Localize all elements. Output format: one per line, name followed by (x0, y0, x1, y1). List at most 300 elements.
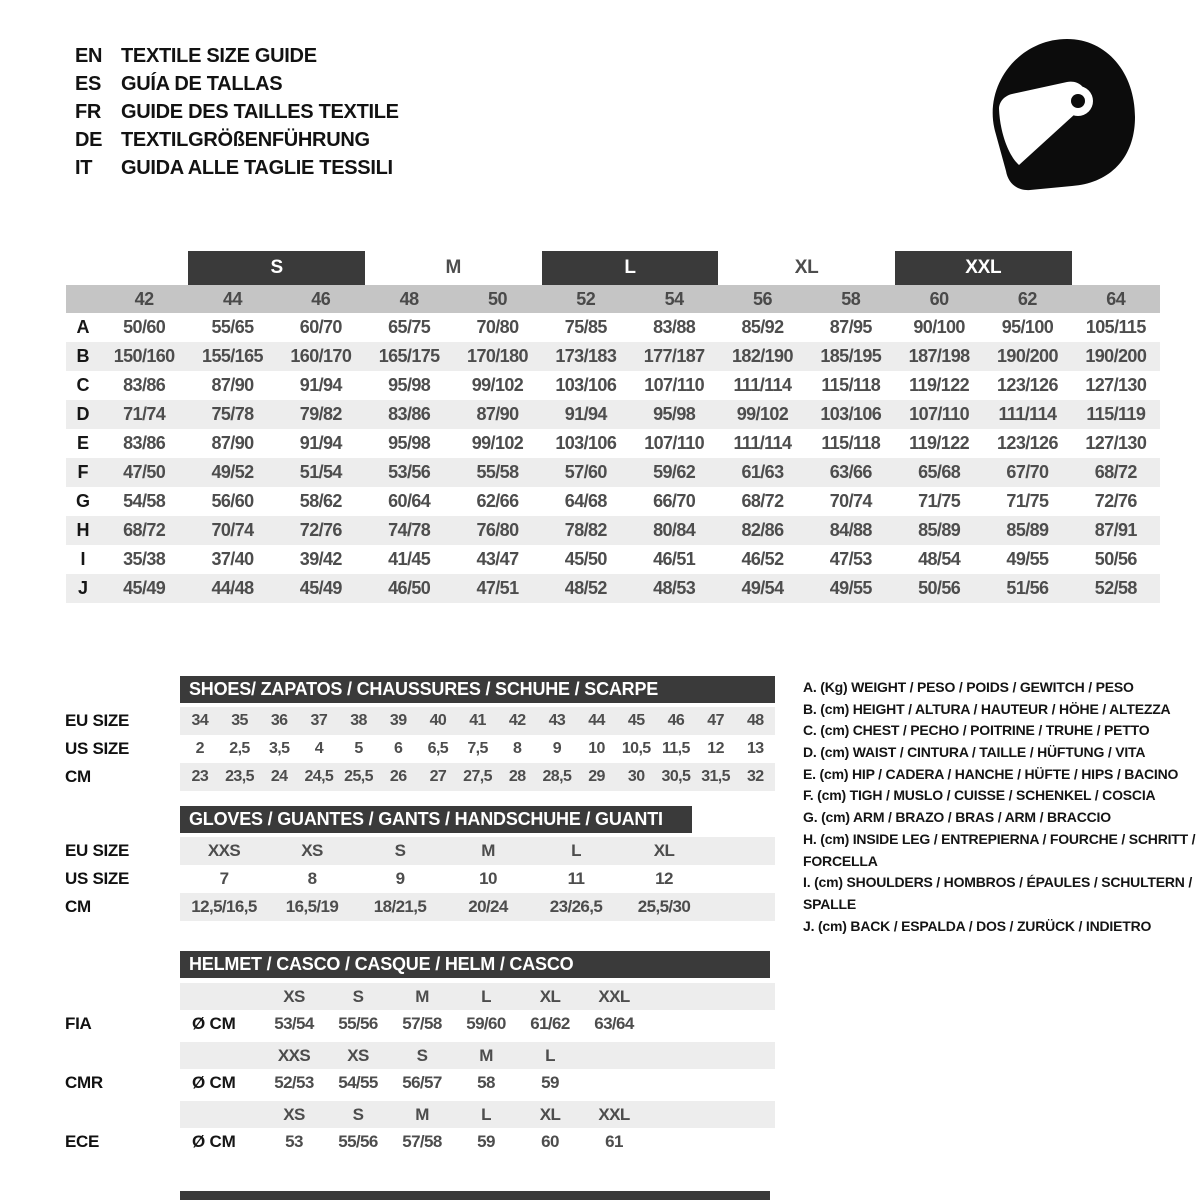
shoes-row (65, 707, 775, 735)
row-label: US SIZE (65, 869, 130, 888)
measurement-legend (803, 677, 1199, 937)
helmet-rows (65, 983, 775, 1155)
size-value: 119/122 (909, 433, 970, 453)
language-title: GUIDE DES TAILLES TEXTILE (121, 100, 399, 123)
helmet-value-row (65, 1010, 775, 1037)
row-label: EU SIZE (65, 711, 130, 730)
size-value: 99/102 (471, 433, 524, 453)
value-cell: 2 (195, 740, 204, 757)
helmet-size-label: L (481, 1104, 491, 1124)
size-value: 79/82 (277, 400, 365, 429)
value-cell: 11,5 (661, 740, 690, 757)
value-cell: 43 (548, 712, 566, 729)
value-cell: 23,5 (225, 768, 254, 785)
size-value: 45/49 (277, 574, 365, 603)
numeric-size: 48 (365, 285, 453, 313)
textile-row-b (66, 342, 1160, 371)
value-cell: XS (301, 841, 323, 860)
numeric-size-row (66, 285, 1160, 313)
size-value: 70/74 (829, 491, 872, 511)
helmet-size-row (65, 1042, 775, 1069)
size-value: 103/106 (555, 375, 617, 395)
row-cells (180, 893, 775, 921)
standard-label: ECE (65, 1131, 100, 1151)
value-cell: 4 (314, 740, 323, 757)
row-letter: I (80, 549, 86, 569)
size-value: 72/76 (277, 516, 365, 545)
size-value: 127/130 (1085, 433, 1147, 453)
value-cell: 48 (746, 712, 764, 729)
helmet-value-row (65, 1128, 775, 1155)
helmet-size-label: L (481, 986, 491, 1006)
size-value: 63/66 (807, 458, 895, 487)
textile-row-a (66, 313, 1160, 342)
size-value: 95/98 (388, 375, 431, 395)
value-cell: 10 (479, 869, 497, 888)
size-value: 70/80 (476, 317, 519, 337)
size-value: 103/106 (807, 400, 895, 429)
size-group-l: L (542, 251, 719, 285)
size-value: 70/74 (188, 516, 276, 545)
value-cell: 30,5 (661, 768, 691, 785)
size-value: 37/40 (211, 549, 254, 569)
size-group-m: M (445, 257, 462, 278)
value-cell: 42 (508, 712, 526, 729)
textile-row-j (66, 574, 1160, 603)
helmet-standard-cmr (65, 1042, 775, 1096)
size-value: 107/110 (644, 375, 705, 395)
size-value: 177/187 (630, 342, 718, 371)
size-value: 160/170 (277, 342, 365, 371)
size-value: 90/100 (913, 317, 965, 337)
row-letter: F (66, 458, 100, 487)
helmet-value: 57/58 (402, 1131, 442, 1151)
size-value: 80/84 (630, 516, 718, 545)
size-value: 91/94 (299, 433, 342, 453)
value-cell: 12,5/16,5 (191, 897, 257, 916)
numeric-size: 58 (807, 285, 895, 313)
size-value: 187/198 (895, 342, 983, 371)
row-cells (180, 983, 775, 1010)
value-cell: 36 (270, 712, 288, 729)
language-code: EN (75, 44, 103, 67)
language-row (75, 70, 399, 98)
helmet-value: 61/62 (530, 1013, 570, 1033)
size-value: 51/54 (277, 458, 365, 487)
size-value: 45/50 (564, 549, 607, 569)
size-value: 55/65 (211, 317, 254, 337)
size-value: 52/58 (1072, 574, 1160, 603)
row-label: EU SIZE (65, 841, 130, 860)
size-value: 111/114 (733, 375, 792, 395)
size-value: 115/118 (821, 375, 881, 395)
size-value: 59/62 (630, 458, 718, 487)
helmet-value: 53 (285, 1131, 303, 1151)
gloves-row (65, 893, 775, 921)
gloves-row (65, 837, 775, 865)
size-value: 41/45 (388, 549, 431, 569)
row-letter: H (66, 516, 100, 545)
size-value: 61/63 (718, 458, 806, 487)
value-cell: 40 (429, 712, 447, 729)
value-cell: 28 (508, 768, 526, 785)
value-cell: 25,5/30 (637, 897, 691, 916)
value-cell: S (394, 841, 406, 860)
value-cell: 32 (746, 768, 764, 785)
numeric-size: 46 (277, 285, 365, 313)
helmet-size-label: XS (347, 1045, 369, 1065)
size-value: 83/86 (123, 375, 166, 395)
size-value: 54/58 (123, 491, 166, 511)
value-cell: 8 (513, 740, 522, 757)
numeric-label-spacer (66, 285, 100, 313)
helmet-value: 61 (605, 1131, 623, 1151)
size-value: 87/90 (211, 433, 254, 453)
size-value: 60/64 (388, 491, 431, 511)
value-cell: 5 (354, 740, 363, 757)
value-cell: 38 (350, 712, 367, 729)
value-cell: 6,5 (427, 740, 449, 757)
value-cell: 35 (231, 712, 248, 729)
size-value: 68/72 (741, 491, 784, 511)
helmet-value: 58 (477, 1072, 495, 1092)
value-cell: XL (653, 841, 675, 860)
helmet-value: 57/58 (402, 1013, 442, 1033)
size-value: 35/38 (123, 549, 166, 569)
size-value: 71/75 (918, 491, 961, 511)
textile-row-i (66, 545, 1160, 574)
size-value: 48/52 (542, 574, 630, 603)
size-value: 67/70 (983, 458, 1071, 487)
helmet-value: 55/56 (338, 1131, 378, 1151)
legend-item: J. (cm) BACK / ESPALDA / DOS / ZURÜCK / INDIETRO (803, 917, 1152, 934)
size-value: 173/183 (542, 342, 630, 371)
legend-item: C. (cm) CHEST / PECHO / POITRINE / TRUHE / PETTO (803, 722, 1150, 739)
helmet-size-label: M (415, 986, 429, 1006)
size-value: 99/102 (718, 400, 806, 429)
language-title: TEXTILE SIZE GUIDE (121, 44, 317, 67)
row-letter: D (66, 400, 100, 429)
language-code: ES (75, 72, 102, 95)
size-value: 111/114 (733, 433, 792, 453)
size-value: 47/53 (829, 549, 872, 569)
helmet-size-label: XS (283, 986, 305, 1006)
helmet-size-row (65, 983, 775, 1010)
size-value: 57/60 (542, 458, 630, 487)
helmet-title: HELMET / CASCO / CASQUE / HELM / CASCO (180, 951, 770, 978)
size-value: 87/90 (453, 400, 541, 429)
size-value: 127/130 (1085, 375, 1147, 395)
row-label (65, 983, 180, 1010)
size-value: 46/52 (741, 549, 784, 569)
helmet-size-label: S (416, 1045, 428, 1065)
textile-row-h (66, 516, 1160, 545)
size-value: 60/70 (299, 317, 342, 337)
shoes-row (65, 763, 775, 791)
size-value: 53/56 (365, 458, 453, 487)
value-cell: L (571, 841, 581, 860)
helmet-section (65, 951, 775, 1155)
value-cell: 9 (552, 740, 562, 757)
value-cell: 34 (191, 712, 209, 729)
size-group-row (66, 251, 1160, 285)
value-cell: 12 (707, 740, 724, 757)
row-label: CM (65, 767, 91, 786)
legend-item: B. (cm) HEIGHT / ALTURA / HAUTEUR / HÖHE / ALTEZZA (803, 700, 1171, 717)
textile-row-e (66, 429, 1160, 458)
row-cells (180, 865, 775, 893)
row-letter: G (75, 491, 90, 511)
size-value: 65/68 (895, 458, 983, 487)
size-value: 95/98 (388, 433, 431, 453)
size-value: 99/102 (471, 375, 524, 395)
row-cells (180, 1010, 775, 1037)
helmet-size-label: XXL (598, 986, 630, 1006)
value-cell: M (481, 841, 495, 860)
size-value: 50/60 (123, 317, 166, 337)
helmet-icon (975, 33, 1145, 198)
size-value: 83/86 (123, 433, 166, 453)
helmet-value: 59 (541, 1072, 559, 1092)
language-block (75, 42, 399, 182)
size-value: 47/51 (453, 574, 541, 603)
shoes-rows (65, 707, 775, 791)
language-code: DE (75, 128, 103, 151)
value-cell: 8 (307, 869, 317, 888)
textile-row-g (66, 487, 1160, 516)
helmet-size-label: M (415, 1104, 429, 1124)
size-value: 83/88 (653, 317, 696, 337)
row-letter: C (76, 375, 90, 395)
textile-row-d (66, 400, 1160, 429)
helmet-value: 63/64 (594, 1013, 634, 1033)
size-value: 107/110 (895, 400, 983, 429)
row-cells (180, 837, 775, 865)
size-value: 119/122 (909, 375, 970, 395)
value-cell: 28,5 (542, 768, 572, 785)
row-cells (180, 1101, 775, 1128)
value-cell: 16,5/19 (285, 897, 339, 916)
size-value: 51/56 (983, 574, 1071, 603)
helmet-size-label: XXL (598, 1104, 630, 1124)
helmet-value: 53/54 (274, 1013, 314, 1033)
next-section-bar-cropped (180, 1191, 770, 1200)
legend-item: F. (cm) TIGH / MUSLO / CUISSE / SCHENKEL / COSCIA (803, 787, 1156, 804)
numeric-size: 54 (630, 285, 718, 313)
size-value: 56/60 (211, 491, 254, 511)
size-value: 87/95 (829, 317, 872, 337)
helmet-value: 60 (541, 1131, 559, 1151)
size-value: 68/72 (1072, 458, 1160, 487)
value-cell: 6 (394, 740, 403, 757)
language-row (75, 126, 399, 154)
legend-item: H. (cm) INSIDE LEG / ENTREPIERNA / FOURCHE / SCHRITT / FORCELLA (803, 830, 1196, 869)
size-value: 72/76 (1094, 491, 1137, 511)
row-cells (180, 763, 775, 791)
row-letter: E (76, 433, 89, 453)
language-title: TEXTILGRÖßENFÜHRUNG (121, 128, 370, 151)
size-value: 190/200 (1072, 342, 1160, 371)
helmet-value: 52/53 (274, 1072, 314, 1092)
size-value: 95/98 (630, 400, 718, 429)
numeric-size: 44 (188, 285, 276, 313)
size-value: 45/49 (100, 574, 188, 603)
size-value: 47/50 (100, 458, 188, 487)
size-group-s: S (188, 251, 365, 285)
helmet-size-label: XL (539, 986, 561, 1006)
value-cell: 7,5 (467, 740, 488, 757)
value-cell: 20/24 (468, 897, 508, 916)
numeric-size: 56 (718, 285, 806, 313)
size-value: 95/100 (1001, 317, 1054, 337)
row-letter: J (66, 574, 100, 603)
size-value: 65/75 (388, 317, 431, 337)
helmet-standard-fia (65, 983, 775, 1037)
gloves-section (65, 806, 775, 921)
value-cell: 9 (395, 869, 405, 888)
row-cells (180, 1042, 775, 1069)
shoes-title: SHOES/ ZAPATOS / CHAUSSURES / SCHUHE / SCARPE (180, 676, 775, 703)
value-cell: 11 (567, 869, 585, 888)
size-value: 83/86 (365, 400, 453, 429)
helmet-size-label: L (545, 1045, 555, 1065)
value-cell: 7 (219, 869, 229, 888)
size-value: 46/50 (365, 574, 453, 603)
shoes-section (65, 676, 775, 791)
helmet-value: 59/60 (466, 1013, 506, 1033)
size-value: 150/160 (100, 342, 188, 371)
legend-item: E. (cm) HIP / CADERA / HANCHE / HÜFTE / HIPS / BACINO (803, 765, 1179, 782)
numeric-size: 64 (1072, 285, 1160, 313)
helmet-size-label: XXS (277, 1045, 311, 1065)
language-row (75, 154, 399, 182)
row-cells (180, 1128, 775, 1155)
value-cell: 23/26,5 (549, 897, 603, 916)
size-value: 185/195 (807, 342, 895, 371)
size-value: 105/115 (1085, 317, 1146, 337)
helmet-value-row (65, 1069, 775, 1096)
value-cell: 46 (667, 712, 685, 729)
helmet-value: 55/56 (338, 1013, 378, 1033)
size-value: 55/58 (453, 458, 541, 487)
standard-label: FIA (65, 1013, 92, 1033)
size-value: 84/88 (807, 516, 895, 545)
helmet-value: 59 (477, 1131, 495, 1151)
textile-row-f (66, 458, 1160, 487)
value-cell: 30 (627, 768, 645, 785)
value-cell: 25,5 (344, 768, 373, 785)
value-cell: 27,5 (463, 768, 492, 785)
language-code: FR (75, 100, 102, 123)
size-value: 165/175 (365, 342, 453, 371)
legend-item: D. (cm) WAIST / CINTURA / TAILLE / HÜFTUNG / VITA (803, 744, 1146, 761)
value-cell: 39 (389, 712, 407, 729)
size-value: 91/94 (542, 400, 630, 429)
size-value: 82/86 (718, 516, 806, 545)
size-group-xl: XL (794, 257, 819, 278)
size-value: 49/52 (188, 458, 276, 487)
value-cell: 44 (588, 712, 605, 729)
shoes-row (65, 735, 775, 763)
language-title: GUIDA ALLE TAGLIE TESSILI (121, 156, 393, 179)
size-value: 87/90 (211, 375, 254, 395)
value-cell: 18/21,5 (373, 897, 427, 916)
size-value: 76/80 (453, 516, 541, 545)
unit-label: Ø CM (192, 1013, 236, 1033)
helmet-standard-ece (65, 1101, 775, 1155)
value-cell: 29 (588, 768, 605, 785)
row-label: CM (65, 897, 91, 916)
value-cell: 2,5 (229, 740, 250, 757)
helmet-size-label: S (352, 986, 364, 1006)
helmet-size-label: M (479, 1045, 493, 1065)
numeric-size: 42 (100, 285, 188, 313)
language-title: GUÍA DE TALLAS (121, 72, 283, 95)
value-cell: 24 (270, 768, 288, 785)
value-cell: 27 (429, 768, 447, 785)
size-value: 49/55 (807, 574, 895, 603)
legend-item: I. (cm) SHOULDERS / HOMBROS / ÉPAULES / SCHULTERN / SPALLE (803, 874, 1193, 912)
gloves-row (65, 865, 775, 893)
size-value: 44/48 (188, 574, 276, 603)
row-cells (180, 1069, 775, 1096)
value-cell: 41 (469, 712, 486, 729)
size-value: 50/56 (895, 574, 983, 603)
edge-cell (1072, 251, 1160, 285)
size-value: 48/54 (918, 549, 961, 569)
language-code: IT (75, 156, 93, 179)
size-value: 103/106 (555, 433, 617, 453)
numeric-size: 52 (542, 285, 630, 313)
size-value: 107/110 (644, 433, 705, 453)
gloves-title: GLOVES / GUANTES / GANTS / HANDSCHUHE / GUANTI (180, 806, 692, 833)
size-value: 111/114 (983, 400, 1071, 429)
size-value: 87/91 (1072, 516, 1160, 545)
row-label: US SIZE (65, 739, 130, 758)
value-cell: 10 (588, 740, 605, 757)
value-cell: 23 (191, 768, 209, 785)
helmet-value: 54/55 (338, 1072, 378, 1092)
size-value: 66/70 (653, 491, 696, 511)
row-label (65, 1101, 180, 1128)
size-value: 46/51 (653, 549, 696, 569)
size-value: 123/126 (997, 433, 1058, 453)
size-value: 115/118 (821, 433, 881, 453)
helmet-value: 56/57 (402, 1072, 442, 1092)
size-value: 62/66 (476, 491, 519, 511)
value-cell: 3,5 (268, 740, 290, 757)
size-value: 75/85 (564, 317, 607, 337)
size-value: 75/78 (188, 400, 276, 429)
helmet-size-label: XL (539, 1104, 561, 1124)
size-value: 155/165 (188, 342, 276, 371)
value-cell: 24,5 (304, 768, 334, 785)
size-value: 115/119 (1072, 400, 1160, 429)
size-value: 123/126 (997, 375, 1058, 395)
size-value: 68/72 (100, 516, 188, 545)
size-value: 85/89 (983, 516, 1071, 545)
size-value: 91/94 (299, 375, 342, 395)
value-cell: 45 (627, 712, 645, 729)
size-value: 190/200 (983, 342, 1071, 371)
value-cell: 31,5 (701, 768, 730, 785)
row-letter: B (66, 342, 100, 371)
helmet-size-row (65, 1101, 775, 1128)
size-value: 74/78 (365, 516, 453, 545)
size-value: 78/82 (542, 516, 630, 545)
value-cell: 37 (310, 712, 328, 729)
helmet-size-label: S (352, 1104, 364, 1124)
